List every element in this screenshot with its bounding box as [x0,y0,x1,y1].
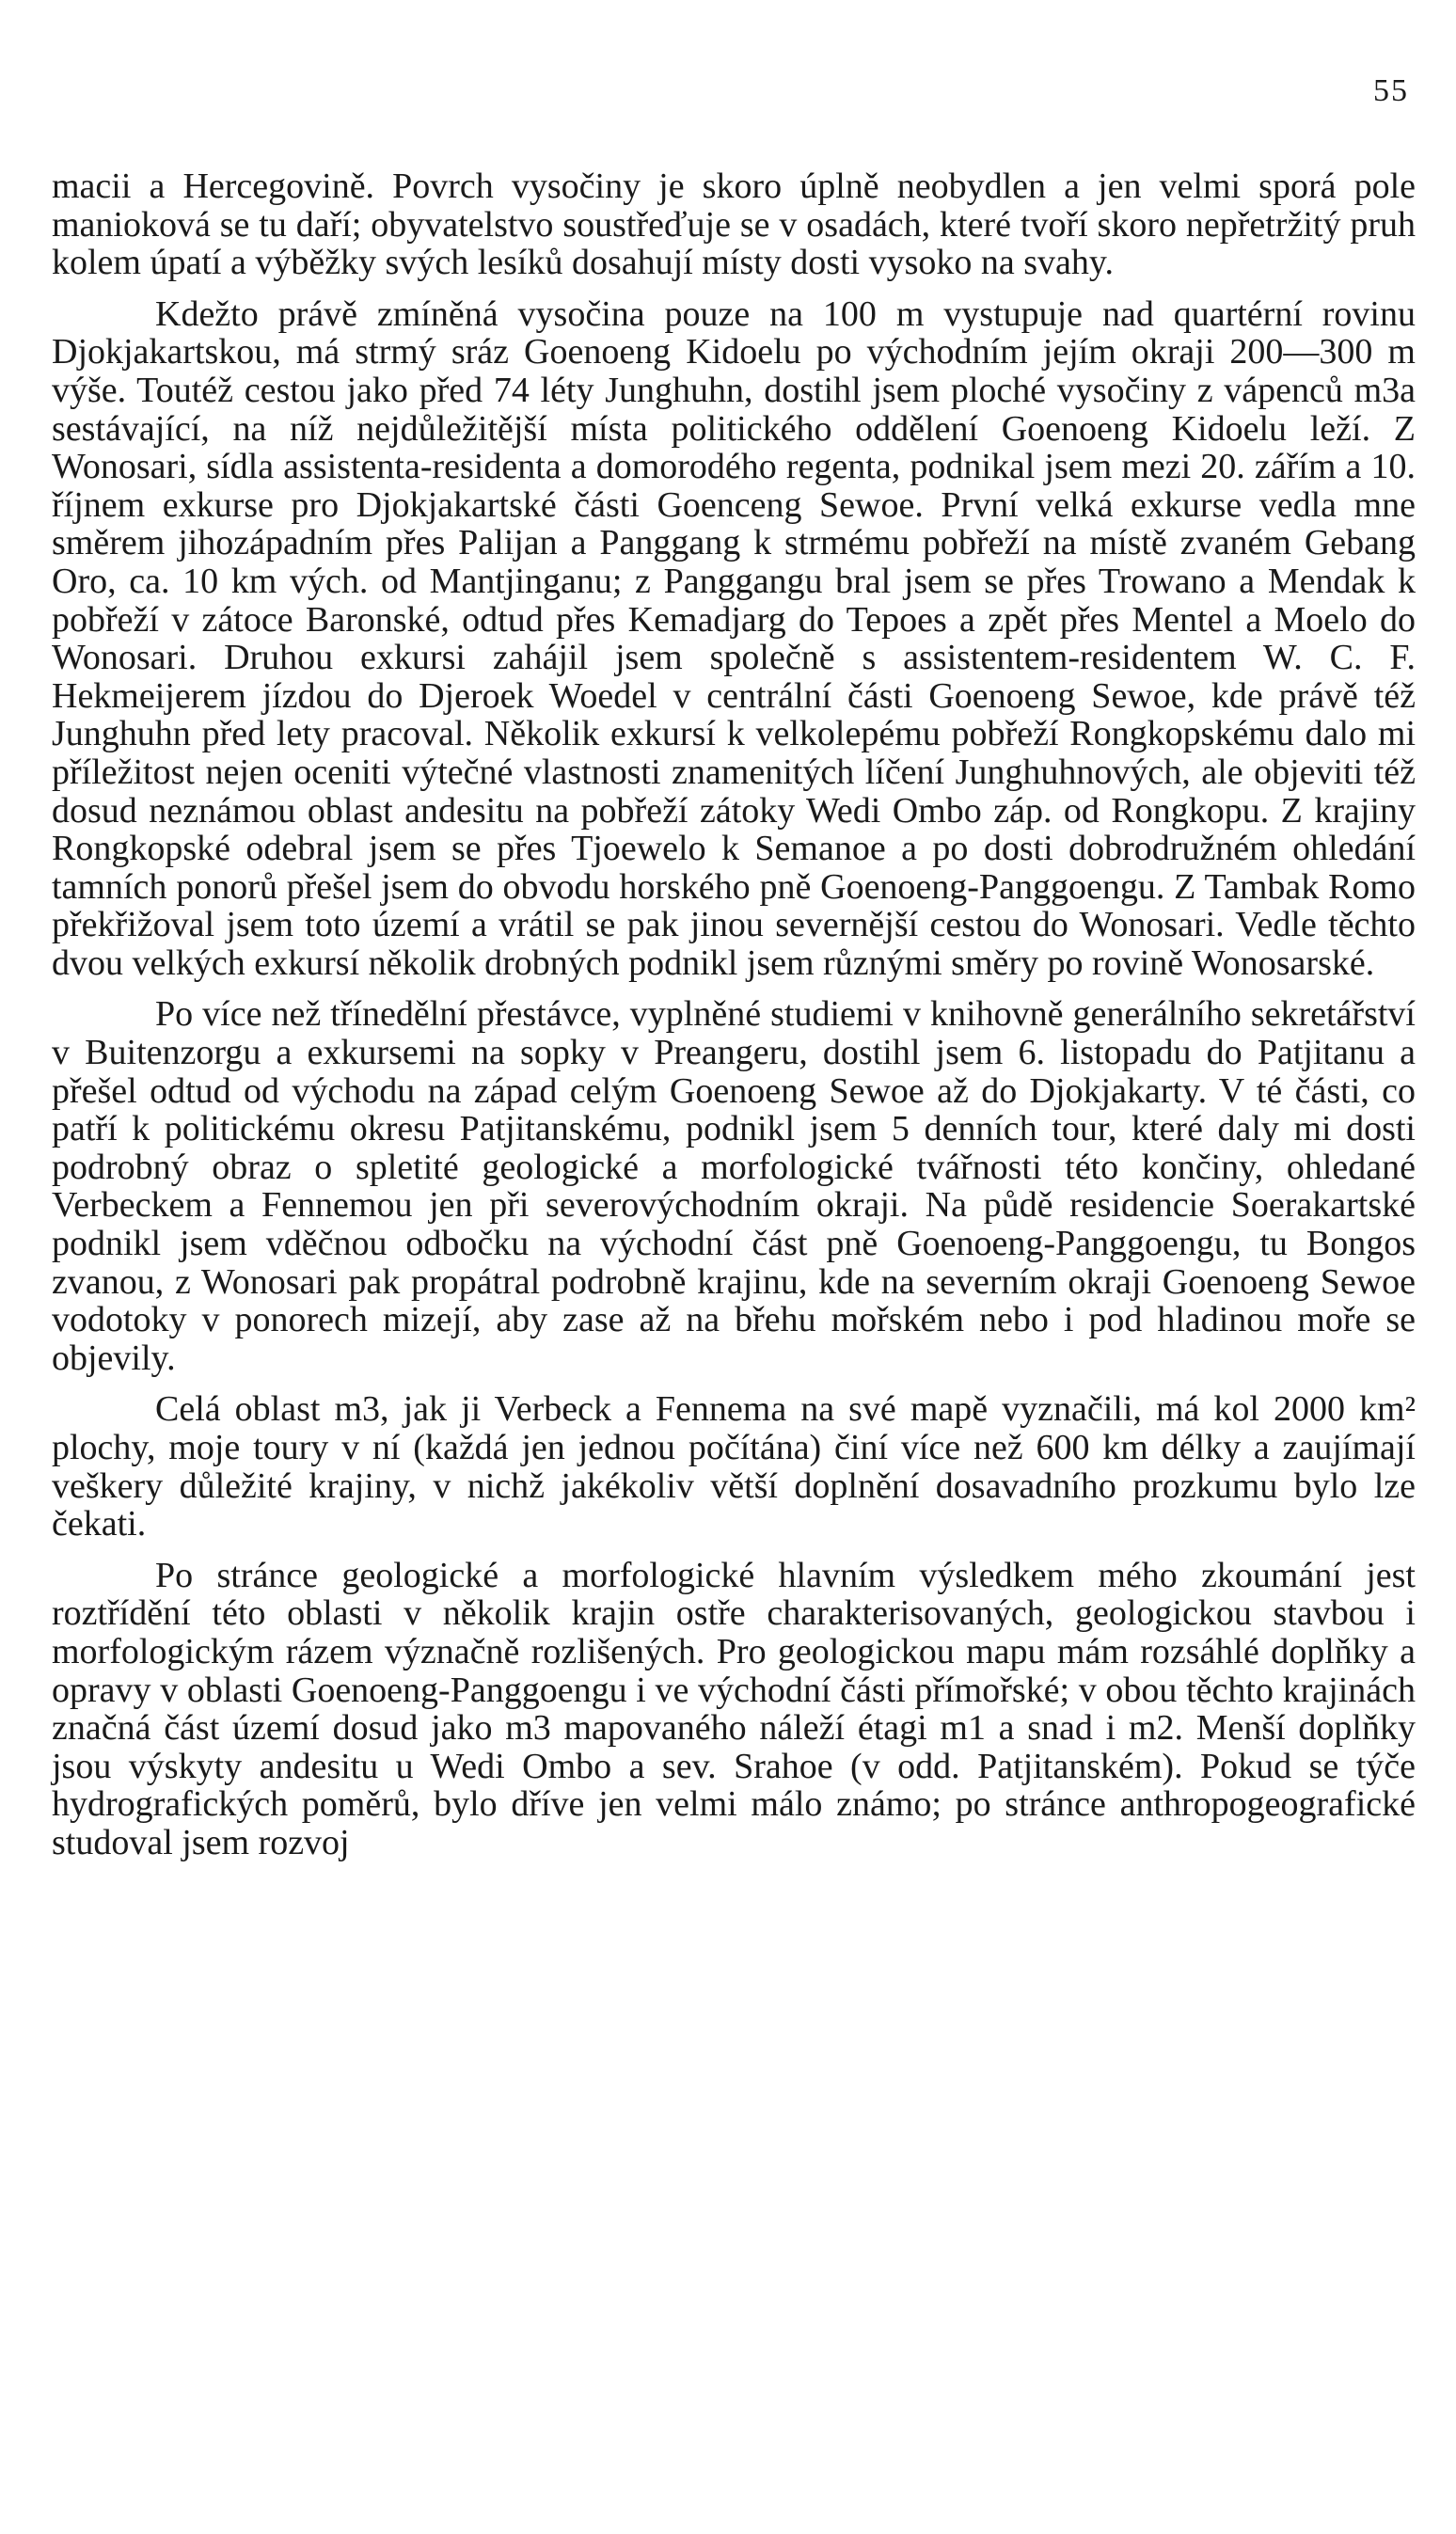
page-number: 55 [1373,73,1409,108]
paragraph-2: Kdežto právě zmíněná vysočina pouze na 100 m vystupuje nad quartérní rovinu Djokjakartskou, má strmý sráz Goenoeng Kidoelu po východním jejím okraji 200—300 m výše. Toutéž cestou jako před 74 léty Junghuhn, dostihl jsem ploché vysočiny z vápenců m3a sestávající, na níž nejdůležitější místa politického oddělení Goenoeng Kidoelu leží. Z Wonosari, sídla assistenta-residenta a domorodého regenta, podnikal jsem mezi 20. zářím a 10. říjnem exkurse pro Djokjakartské části Goenceng Sewoe. První velká exkurse vedla mne směrem jihozápadním přes Palijan a Panggang k strmému pobřeží na místě zvaném Gebang Oro, ca. 10 km vých. od Mantjinganu; z Panggangu bral jsem se přes Trowano a Mendak k pobřeží v zátoce Baronské, odtud přes Kemadjarg do Tepoes a zpět přes Mentel a Moelo do Wonosari. Druhou exkursi zahájil jsem společně s assistentem-residentem W. C. F. Hekmeijerem jízdou do Djeroek Woedel v centrální části Goenoeng Sewoe, kde právě též Junghuhn před lety pracoval. Několik exkursí k velkolepému pobřeží Rongkopskému dalo mi příležitost nejen oceniti výtečné vlastnosti znamenitých líčení Junghuhnových, ale objeviti též dosud neznámou oblast andesitu na pobřeží zátoky Wedi Ombo záp. od Rongkopu. Z krajiny Rongkopské odebral jsem se přes Tjoewelo k Semanoe a po dosti dobrodružném ohledání tamních ponorů přešel jsem do obvodu horského pně Goenoeng-Panggoengu. Z Tambak Romo překřižoval jsem toto území a vrátil se pak jinou severnější cestou do Wonosari. Vedle těchto dvou velkých exkursí několik drobných podnikl jsem různými směry po rovině Wonosarské. [52,293,1416,983]
paragraph-1: macii a Hercegovině. Povrch vysočiny je skoro úplně neobydlen a jen velmi sporá pole manioková se tu daří; obyvatelstvo soustřeďuje se v osadách, které tvoří skoro nepřetržitý pruh kolem úpatí a výběžky svých lesíků dosahují místy dosti vysoko na svahy. [52,166,1416,283]
paragraph-3: Po více než třínedělní přestávce, vyplněné studiemi v knihovně generálního sekretářství v Buitenzorgu a exkursemi na sopky v Preangeru, dostihl jsem 6. listopadu do Patjitanu a přešel odtud od východu na západ celým Goenoeng Sewoe až do Djokjakarty. V té části, co patří k politickému okresu Patjitanskému, podnikl jsem 5 denních tour, které daly mi dosti podrobný obraz o spletité geologické a morfologické tvářnosti této končiny, ohledané Verbeckem a Fennemou jen při severovýchodním okraji. Na půdě residencie Soerakartské podnikl jsem vděčnou odbočku na východní část pně Goenoeng-Panggoengu, tu Bongos zvanou, z Wonosari pak propátral podrobně krajinu, kde na severním okraji Goenoeng Sewoe vodotoky v ponorech mizejí, aby zase až na břehu mořském nebo i pod hladinou moře se objevily. [52,994,1416,1378]
body-text [52,167,1416,1876]
paragraph-5: Po stránce geologické a morfologické hlavním výsledkem mého zkoumání jest roztřídění této oblasti v několik krajin ostře charakterisovaných, geologickou stavbou i morfologickým rázem význačně rozlišených. Pro geologickou mapu mám rozsáhlé doplňky a opravy v oblasti Goenoeng-Panggoengu i ve východní části přímořské; v obou těchto krajinách značná část území dosud jako m3 mapovaného náleží étagi m1 a snad i m2. Menší doplňky jsou výskyty andesitu u Wedi Ombo a sev. Srahoe (v odd. Patjitanském). Pokud se týče hydrografických poměrů, bylo dříve jen velmi málo známo; po stránce anthropogeografické studoval jsem rozvoj [52,1555,1416,1862]
paragraph-4: Celá oblast m3, jak ji Verbeck a Fennema na své mapě vyznačili, má kol 2000 km² plochy, moje toury v ní (každá jen jednou počítána) činí více než 600 km délky a zaujímají veškery důležité krajiny, v nichž jakékoliv větší doplnění dosavadního prozkumu bylo lze čekati. [52,1389,1416,1544]
